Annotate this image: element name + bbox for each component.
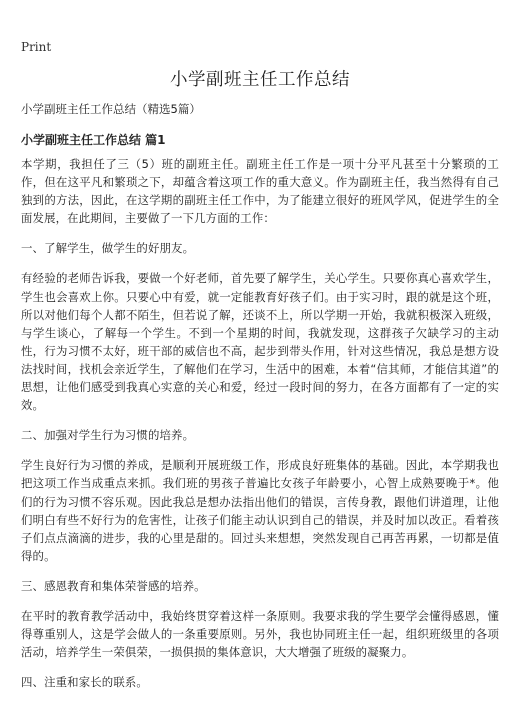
paragraph-understand-students: 有经验的老师告诉我，要做一个好老师，首先要了解学生，关心学生。只要你真心喜欢学生，学生也会喜欢上你。只要心中有爱，就一定能教育好孩子们。由于实习时，跟的就是这个班，所以对他们每个人都不陌生，但若说了解，还谈不上，所以学期一开始，我就积极深入班级，与学生谈心，了解每一个学生。不到一个星期的时间，我就发现，这群孩子欠缺学习的主动性，行为习惯不太好，班干部的威信也不高，起步到带头作用，针对这些情况，我总是想方设法找时间，找机会亲近学生，了解他们在学习，生活中的困难，本着“信其师，才能信其道”的思想，让他们感受到我真心实意的关心和爱，经过一段时间的努力，在各方面都有了一定的实效。 xyxy=(21,271,499,413)
section-heading-parent-contact: 四、注重和家长的联系。 xyxy=(21,675,148,690)
section-heading-understand-students: 一、了解学生，做学生的好朋友。 xyxy=(21,241,195,256)
paragraph-gratitude-education: 在平时的教育教学活动中，我始终贯穿着这样一条原则。我要求我的学生要学会懂得感恩，懂得尊重别人，这是学会做人的一条重要原则。另外，我也协同班主任一起，组织班级里的各项活动，培养学生一荣俱荣，一损俱损的集体意识，大大增强了班级的凝聚力。 xyxy=(21,608,499,660)
print-link[interactable]: Print xyxy=(21,40,52,54)
article-heading: 小学副班主任工作总结 篇1 xyxy=(21,133,166,147)
paragraph-behavior-habits: 学生良好行为习惯的养成，是顺利开展班级工作，形成良好班集体的基础。因此，本学期我也把这项工作当成重点来抓。我们班的男孩子普遍比女孩子年龄要小，心智上成熟要晚于*。他们的行为习惯不容乐观。因此我总是想办法指出他们的错误，言传身教，跟他们讲道理，让他们明白有些不好行为的危害性，让孩子们能主动认识到自己的错误，并及时加以改正。看着孩子们点点滴滴的进步，我的心里是甜的。回过头来想想，突然发现自己再苦再累，一切都是值得的。 xyxy=(21,458,499,563)
section-heading-gratitude-education: 三、感恩教育和集体荣誉感的培养。 xyxy=(21,578,206,593)
page-title: 小学副班主任工作总结 xyxy=(170,70,350,90)
article-body xyxy=(21,155,499,703)
intro-paragraph: 本学期，我担任了三（5）班的副班主任。副班主任工作是一项十分平凡甚至十分繁琐的工作，但在这平凡和繁琐之下，却蕴含着这项工作的重大意义。作为副班主任，我当然得有自己独到的方法，因此，在这学期的副班主任工作中，为了能建立很好的班风学风，促进学生的全面发展，在此期间，主要做了一下几方面的工作： xyxy=(21,157,499,226)
section-heading-behavior-habits: 二、加强对学生行为习惯的培养。 xyxy=(21,428,195,443)
page-subtitle: 小学副班主任工作总结（精选5篇） xyxy=(21,102,201,116)
